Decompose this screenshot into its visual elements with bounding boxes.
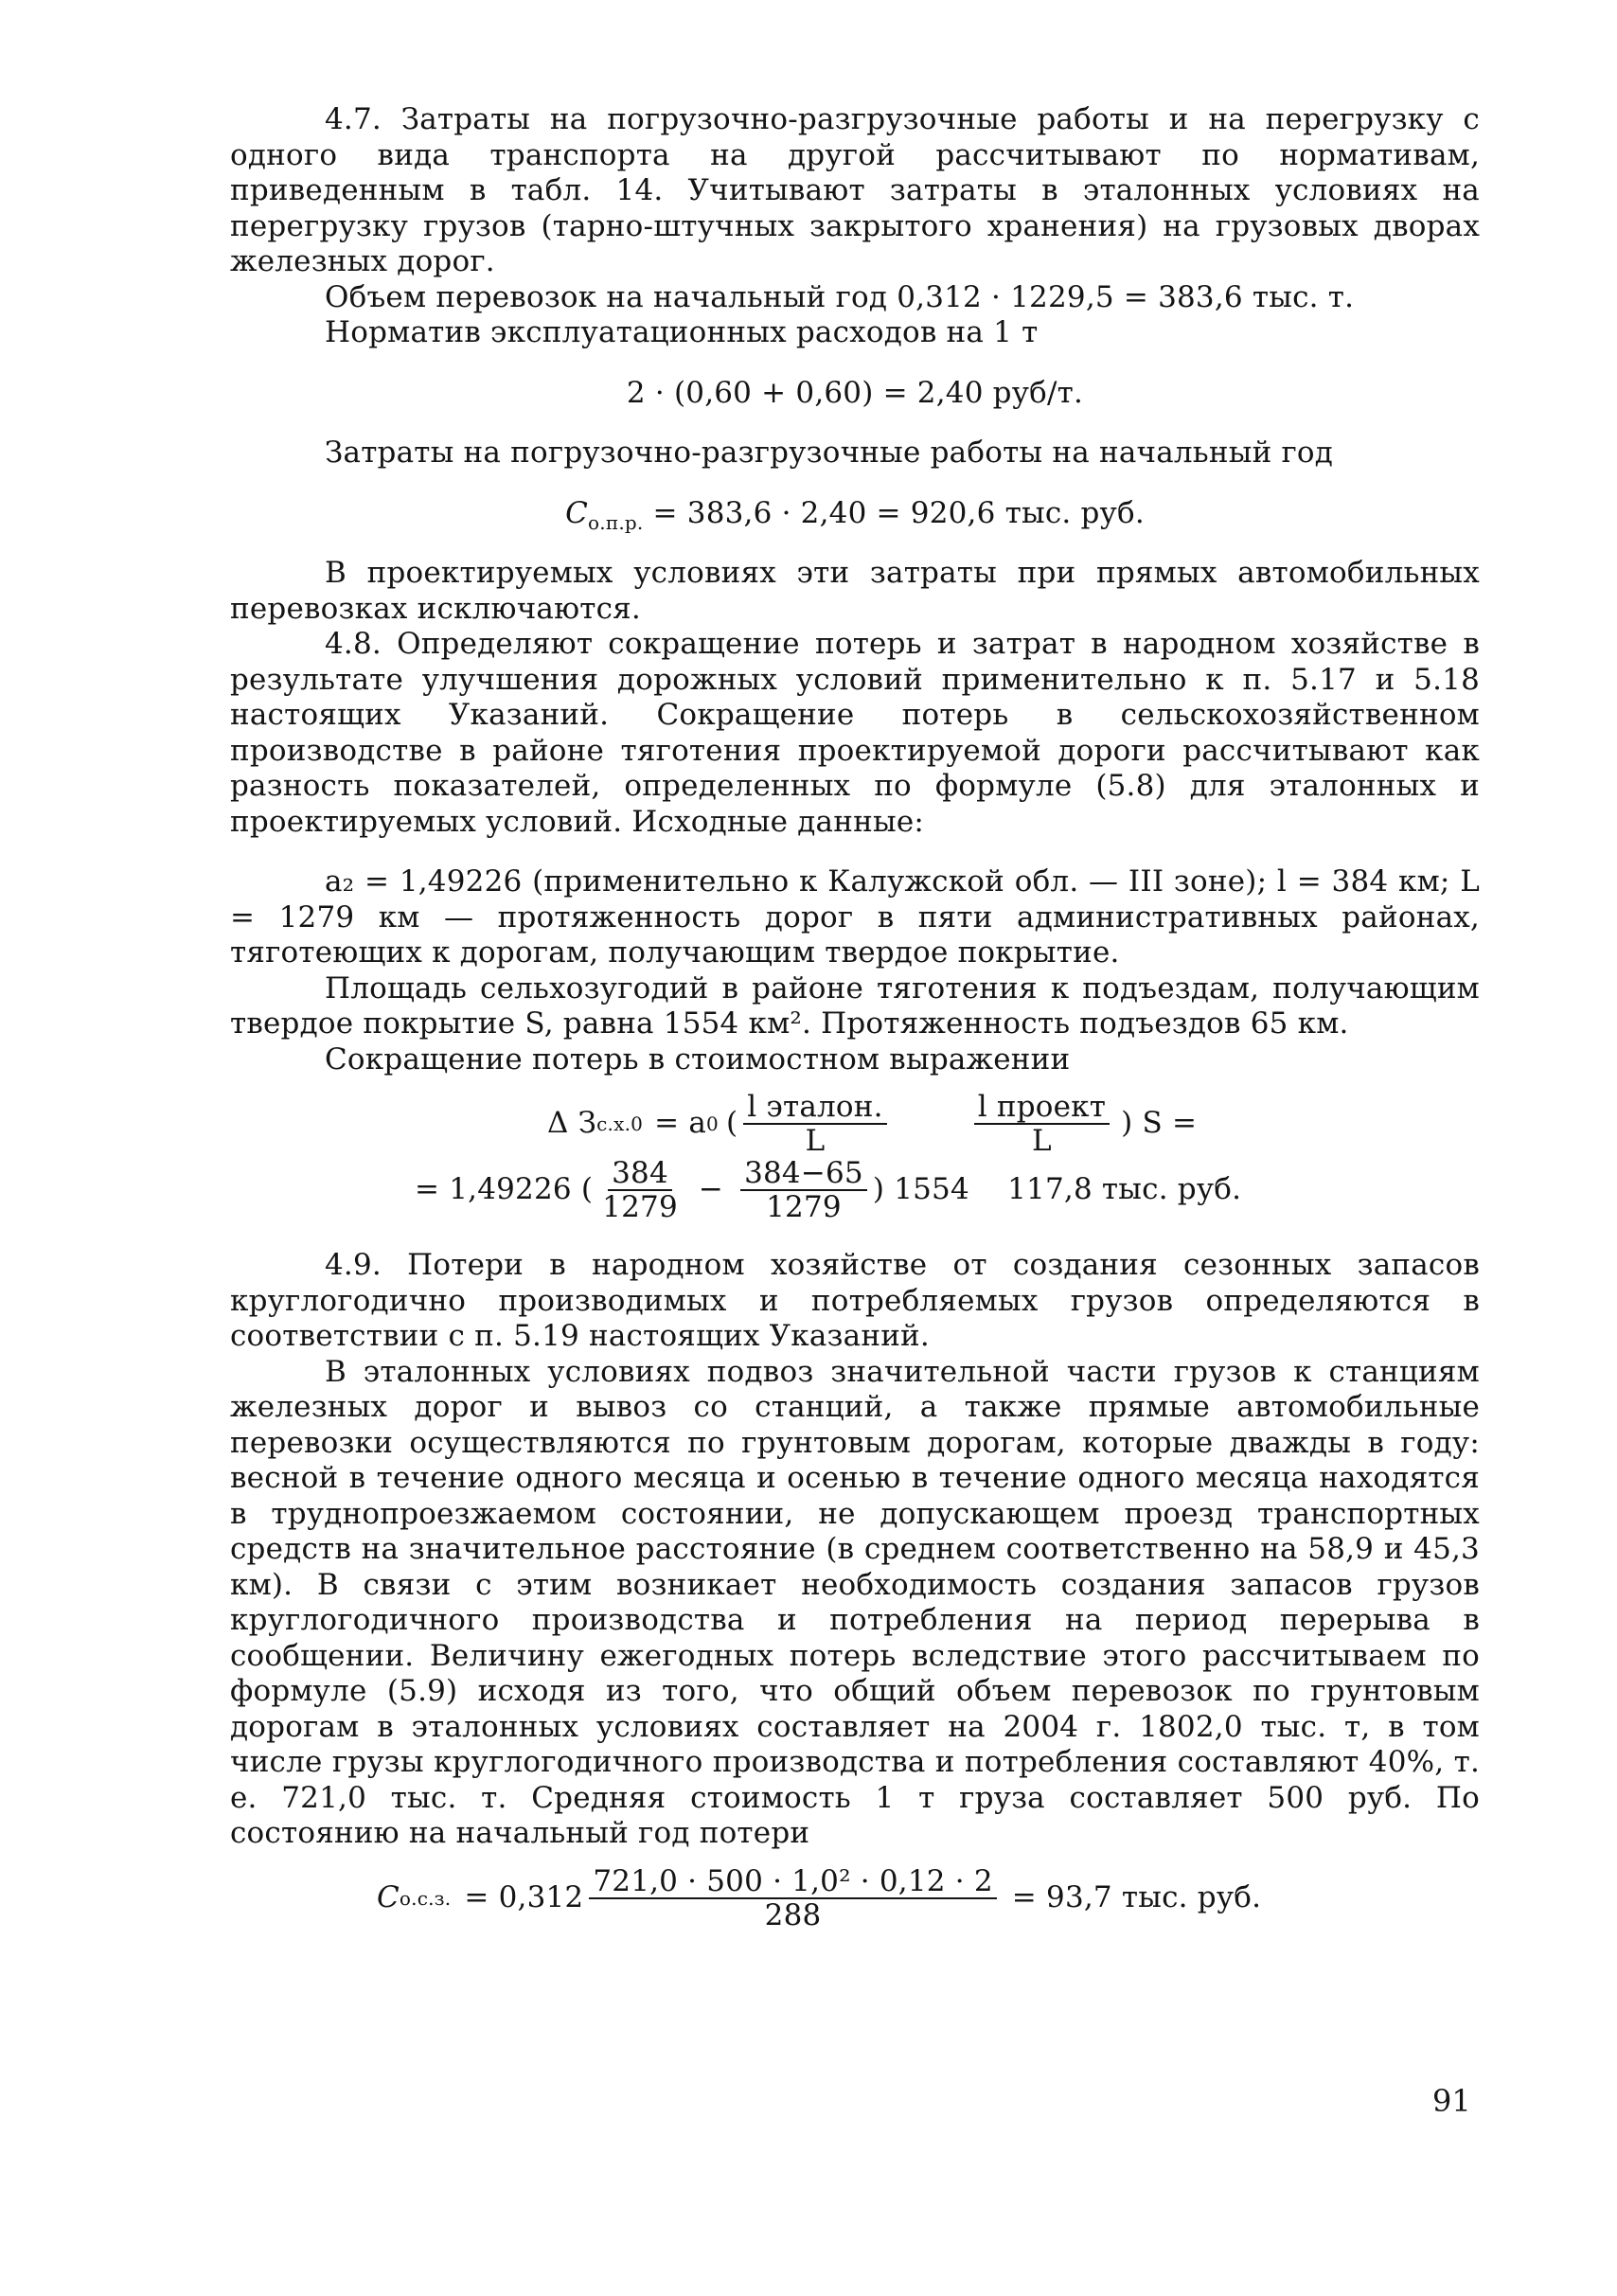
calc-fraction-2: $\frac{384-65}{1279}$ [740,1157,867,1223]
c-osz-result: = 93,7 тыс. руб. [1011,1879,1262,1914]
formula-c-opr [230,496,1480,532]
paragraph-initial-data: a₂ = 1,49226 (применительно к Калужской обл. — III зоне); l = 384 км; L = 1279 км — протяженность дорог в пяти административных районах, тяготеющих к дорогам, получающим твердое покрытие. [230,864,1480,970]
paragraph-norm: Норматив эксплуатационных расходов на 1 т [325,315,1039,349]
paragraph-loss-intro: Сокращение потерь в стоимостном выражении [325,1041,1071,1077]
calc-fraction-1: $\frac{384}{1279}$ [602,1156,678,1224]
page-number: 91 [1432,2083,1471,2119]
c-osz-fraction: $\frac{\text{721,0 · 500 · 1,0² · 0,12 · 2}}{288}$ [589,1865,996,1931]
paragraph-4-8: 4.8. Определяют сокращение потерь и затрат в народном хозяйстве в результате улучшения дорожных условий применительно к п. 5.17 и 5.18 настоящих Указаний. Сокращение потерь в сельскохозяйственном производстве в районе тяготения проектируемой дороги рассчитывают как разность показателей, определенных по формуле (5.8) для эталонных и проектируемых условий. Исходные данные: [230,627,1480,839]
dz-tail: ) S = [1121,1106,1198,1141]
formula-delta-z: Δ З с.х. 0 = a 0 ( $\frac{\text{l эталон.}}{L}$ $\frac{\text{l проект}}{L}$ ) S = [547,1090,1198,1158]
paragraph-4-7: 4.7. Затраты на погрузочно-разгрузочные работы и на перегрузку с одного вида транспорта на другой рассчитывают по нормативам, приведенным в табл. 14. Учитывают затраты в эталонных условиях на перегрузку грузов (тарно-штучных закрытого хранения) на грузовых дворах железных дорог. [230,102,1480,278]
dz-eq-a: = a [654,1106,707,1141]
formula-c-osz: C о.с.з. = 0,312 $\frac{\text{721,0 · 500 · 1,0² · 0,12 · 2}}{288}$ = 93,7 тыс. руб. [377,1863,1262,1932]
c-osz-symbol: C [377,1879,400,1914]
paragraph-4-9: 4.9. Потери в народном хозяйстве от создания сезонных запасов круглогодично производимых и потребляемых грузов определяются в соответствии с п. 5.19 настоящих Указаний. [230,1248,1480,1353]
formula-delta-z-calc [230,1157,1480,1223]
dz-lhs: Δ З [547,1106,597,1141]
calc-tail: ) 1554 117,8 тыс. руб. [872,1172,1242,1207]
paragraph-excluded: В проектируемых условиях эти затраты при прямых автомобильных перевозках исключаются. [230,556,1480,626]
paragraph-area: Площадь сельхозугодий в районе тяготения к подъездам, получающим твердое покрытие S, равна 1554 км². Протяженность подъездов 65 км. [230,970,1480,1041]
paragraph-costs-intro: Затраты на погрузочно-разгрузочные работы на начальный год [325,436,1334,470]
dz-fraction-reference: $\frac{\text{l эталон.}}{L}$ [743,1091,886,1157]
paragraph-reference-conditions: В эталонных условиях подвоз значительной части грузов к станциям железных дорог и вывоз со станций, а также прямые автомобильные перевозки осуществляются по грунтовым дорогам, которые дважды в году: весной в течение одного месяца и осенью в течение одного месяца находятся в труднопроезжаемом состоянии, не допускающем проезд транспортных средств на значительное расстояние (в среднем соответственно на 58,9 и 45,3 км). В связи с этим возникает необходимость создания запасов грузов круглогодичного производства и потребления на период перерыва в сообщении. Величину ежегодных потерь вследствие этого рассчитываем по формуле (5.9) исходя из того, что общий объем перевозок по грунтовым дорогам в эталонных условиях составляет на 2004 г. 1802,0 тыс. т, в том числе грузы круглогодичного производства и потребления составляют 40%, т. е. 721,0 тыс. т. Средняя стоимость 1 т груза составляет 500 руб. По состоянию на начальный год потери [230,1354,1480,1850]
page-content [230,102,1480,1931]
c-osz-lead: = 0,312 [464,1879,584,1914]
c-opr-symbol: C [565,495,589,530]
formula-norm: 2 · (0,60 + 0,60) = 2,40 руб/т. [626,375,1084,410]
calc-lead: = 1,49226 ( [415,1172,594,1207]
c-opr-subscript: о.п.р. [588,510,644,534]
paragraph-volume: Объем перевозок на начальный год 0,312 · 1229,5 = 383,6 тыс. т. [325,279,1355,314]
calc-minus: − [698,1172,724,1207]
dz-fraction-project: $\frac{\text{l проект}}{L}$ [974,1091,1110,1157]
c-opr-rhs: = 383,6 · 2,40 = 920,6 тыс. руб. [652,495,1145,530]
